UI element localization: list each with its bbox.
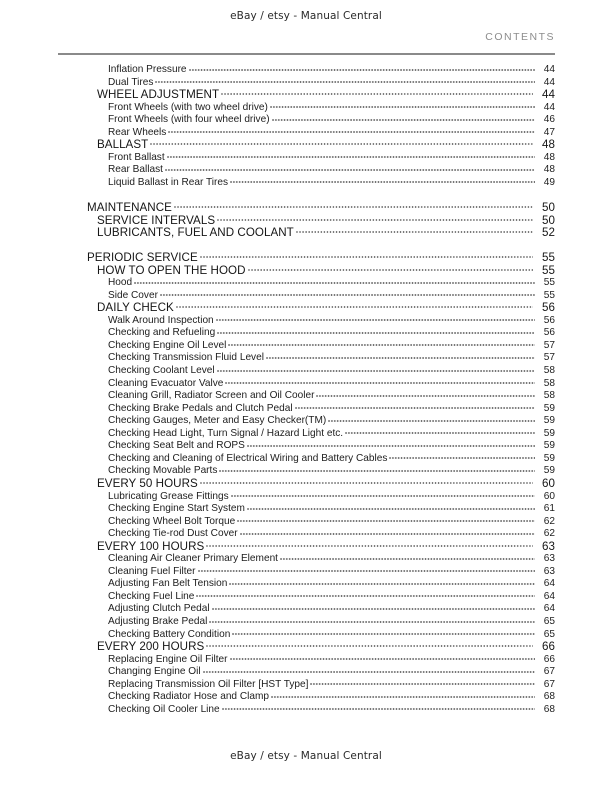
toc-entry-page-number: 52 [542, 226, 555, 240]
toc-leader-dots [219, 470, 535, 476]
toc-entry-page-number: 44 [542, 88, 555, 102]
toc-entry-title: Checking Engine Oil Level [108, 339, 227, 351]
toc-entry[interactable] [0, 127, 612, 140]
toc-entry-title: Checking Coolant Level [108, 365, 215, 377]
toc-leader-dots [206, 545, 533, 551]
toc-entry-page-number: 59 [543, 427, 555, 439]
toc-entry-page-number: 55 [542, 263, 555, 277]
toc-leader-dots [295, 407, 535, 413]
toc-entry-title: Side Cover [108, 289, 158, 301]
toc-entry[interactable] [0, 566, 612, 579]
toc-entry[interactable] [0, 139, 612, 152]
toc-leader-dots [328, 420, 535, 426]
toc-entry[interactable] [0, 603, 612, 616]
toc-entry[interactable] [0, 152, 612, 165]
toc-entry-title: PERIODIC SERVICE [87, 251, 198, 265]
toc-entry[interactable] [0, 478, 612, 491]
toc-entry[interactable] [0, 453, 612, 466]
toc-entry-title: Rear Ballast [108, 164, 163, 176]
toc-leader-dots [198, 570, 535, 576]
toc-leader-dots [248, 269, 533, 275]
toc-entry[interactable] [0, 277, 612, 290]
toc-entry-title: Adjusting Brake Pedal [108, 615, 208, 627]
toc-entry[interactable] [0, 503, 612, 516]
toc-entry-page-number: 49 [543, 176, 555, 188]
toc-entry-page-number: 65 [543, 615, 555, 627]
toc-entry[interactable] [0, 654, 612, 667]
toc-entry-title: Front Wheels (with four wheel drive) [108, 114, 270, 126]
toc-entry[interactable] [0, 252, 612, 265]
toc-entry-title: SERVICE INTERVALS [97, 213, 216, 227]
toc-entry-title: Checking Wheel Bolt Torque [108, 515, 236, 527]
toc-entry[interactable] [0, 64, 612, 77]
toc-entry[interactable] [0, 691, 612, 704]
toc-leader-dots [167, 156, 535, 162]
toc-entry-title: BALLAST [97, 138, 149, 152]
toc-entry-title: Cleaning Grill, Radiator Screen and Oil Cooler [108, 390, 315, 402]
toc-entry[interactable] [0, 365, 612, 378]
toc-entry[interactable] [0, 340, 612, 353]
toc-leader-dots [174, 206, 533, 212]
toc-leader-dots [280, 558, 535, 564]
toc-entry-title: Checking Brake Pedals and Clutch Pedal [108, 402, 293, 414]
toc-entry[interactable] [0, 227, 612, 240]
toc-entry[interactable] [0, 591, 612, 604]
toc-leader-dots [168, 131, 535, 137]
toc-entry-title: Adjusting Clutch Pedal [108, 603, 210, 615]
toc-entry[interactable] [0, 102, 612, 115]
toc-entry-title: LUBRICANTS, FUEL AND COOLANT [97, 226, 294, 240]
toc-leader-dots [221, 93, 533, 99]
toc-leader-dots [310, 683, 535, 689]
toc-entry-page-number: 60 [543, 490, 555, 502]
toc-entry-title: Checking Fuel Line [108, 590, 195, 602]
toc-leader-dots [176, 306, 533, 312]
toc-leader-dots [217, 370, 535, 376]
toc-leader-dots [231, 495, 535, 501]
toc-entry-title: Checking Battery Condition [108, 628, 231, 640]
toc-leader-dots [212, 608, 535, 614]
toc-entry-title: EVERY 200 HOURS [97, 640, 205, 654]
toc-entry-title: Changing Engine Oil [108, 666, 201, 678]
toc-entry-page-number: 68 [543, 691, 555, 703]
toc-entry-title: Walk Around Inspection [108, 314, 214, 326]
toc-entry[interactable] [0, 403, 612, 416]
toc-entry[interactable] [0, 77, 612, 90]
toc-entry-title: Cleaning Evacuator Valve [108, 377, 224, 389]
page-running-footer: eBay / etsy - Manual Central [230, 750, 382, 762]
toc-entry-title: Cleaning Fuel Filter [108, 565, 196, 577]
toc-entry-title: Liquid Ballast in Rear Tires [108, 176, 229, 188]
toc-entry[interactable] [0, 89, 612, 102]
toc-entry-title: Inflation Pressure [108, 64, 187, 75]
toc-entry-page-number: 56 [542, 301, 555, 315]
toc-entry-page-number: 59 [543, 465, 555, 477]
toc-entry[interactable] [0, 327, 612, 340]
toc-entry-page-number: 64 [543, 578, 555, 590]
toc-leader-dots [232, 633, 535, 639]
toc-entry-title: Checking and Refueling [108, 327, 216, 339]
toc-entry-title: Cleaning Air Cleaner Primary Element [108, 553, 278, 565]
toc-entry[interactable] [0, 378, 612, 391]
toc-entry-title: Checking Transmission Fluid Level [108, 352, 264, 364]
toc-entry-page-number: 48 [542, 138, 555, 152]
toc-entry-page-number: 67 [543, 666, 555, 678]
toc-leader-dots [228, 344, 535, 350]
toc-leader-dots [225, 382, 535, 388]
toc-entry-page-number: 58 [543, 365, 555, 377]
toc-entry[interactable] [0, 553, 612, 566]
toc-leader-dots [270, 106, 535, 112]
toc-entry[interactable] [0, 528, 612, 541]
toc-entry-page-number: 44 [543, 64, 555, 75]
toc-entry-page-number: 63 [542, 539, 555, 553]
toc-entry[interactable] [0, 541, 612, 554]
toc-entry-page-number: 63 [543, 553, 555, 565]
toc-leader-dots [216, 319, 535, 325]
toc-entry-page-number: 55 [542, 251, 555, 265]
toc-entry-page-number: 66 [542, 640, 555, 654]
toc-entry-page-number: 56 [543, 314, 555, 326]
toc-leader-dots [247, 445, 535, 451]
toc-entry-page-number: 55 [543, 277, 555, 289]
toc-leader-dots [296, 231, 533, 237]
toc-entry-title: Checking Tie-rod Dust Cover [108, 528, 238, 540]
toc-entry-page-number: 57 [543, 339, 555, 351]
toc-entry-page-number: 56 [543, 327, 555, 339]
toc-entry-title: Checking Engine Start System [108, 503, 245, 515]
toc-entry-page-number: 61 [543, 503, 555, 515]
toc-entry-title: Adjusting Fan Belt Tension [108, 578, 228, 590]
toc-leader-dots [196, 595, 535, 601]
toc-entry[interactable] [0, 616, 612, 629]
toc-leader-dots [217, 332, 535, 338]
toc-entry-page-number: 59 [543, 402, 555, 414]
toc-leader-dots [155, 81, 535, 87]
toc-entry[interactable] [0, 491, 612, 504]
toc-entry-page-number: 66 [543, 653, 555, 665]
toc-entry-title: Replacing Engine Oil Filter [108, 653, 228, 665]
toc-entry[interactable] [0, 415, 612, 428]
toc-entry-page-number: 50 [542, 213, 555, 227]
toc-entry-page-number: 64 [543, 590, 555, 602]
toc-leader-dots [134, 282, 535, 288]
toc-entry[interactable] [0, 114, 612, 127]
toc-leader-dots [189, 69, 535, 75]
toc-entry-title: EVERY 50 HOURS [97, 476, 198, 490]
toc-entry-title: Replacing Transmission Oil Filter [HST Type] [108, 678, 309, 690]
toc-entry-page-number: 59 [543, 415, 555, 427]
page-running-header: eBay / etsy - Manual Central [230, 10, 382, 22]
toc-leader-dots [271, 696, 535, 702]
toc-entry[interactable] [0, 516, 612, 529]
toc-entry-title: Rear Wheels [108, 126, 167, 138]
toc-entry[interactable] [0, 265, 612, 278]
toc-entry-page-number: 63 [543, 565, 555, 577]
toc-leader-dots [247, 508, 535, 514]
toc-entry-title: Checking and Cleaning of Electrical Wiring and Battery Cables [108, 452, 388, 464]
toc-leader-dots [316, 395, 535, 401]
toc-entry-page-number: 62 [543, 515, 555, 527]
toc-entry-title: Front Wheels (with two wheel drive) [108, 101, 268, 113]
toc-entry-page-number: 57 [543, 352, 555, 364]
toc-entry[interactable] [0, 666, 612, 679]
toc-entry[interactable] [0, 578, 612, 591]
toc-entry-page-number: 48 [543, 151, 555, 163]
toc-entry-page-number: 58 [543, 377, 555, 389]
toc-leader-dots [150, 143, 533, 149]
toc-entry-page-number: 44 [543, 101, 555, 113]
toc-entry-page-number: 67 [543, 678, 555, 690]
toc-entry[interactable] [0, 641, 612, 654]
toc-entry-title: HOW TO OPEN THE HOOD [97, 263, 246, 277]
toc-entry[interactable] [0, 704, 612, 717]
toc-entry-page-number: 47 [543, 126, 555, 138]
toc-leader-dots [240, 533, 535, 539]
toc-entry-page-number: 55 [543, 289, 555, 301]
toc-entry-title: Dual Tires [108, 76, 154, 88]
toc-entry-title: Lubricating Grease Fittings [108, 490, 229, 502]
toc-entry-page-number: 62 [543, 528, 555, 540]
toc-leader-dots [345, 432, 535, 438]
toc-entry[interactable] [0, 629, 612, 642]
toc-leader-dots [229, 583, 535, 589]
toc-entry-page-number: 48 [543, 164, 555, 176]
toc-entry[interactable] [0, 290, 612, 303]
toc-entry-title: MAINTENANCE [87, 200, 172, 214]
toc-entry[interactable] [0, 302, 612, 315]
toc-entry-page-number: 58 [543, 390, 555, 402]
toc-leader-dots [217, 219, 533, 225]
toc-leader-dots [206, 645, 533, 651]
toc-entry[interactable] [0, 177, 612, 190]
toc-entry-page-number: 64 [543, 603, 555, 615]
toc-entry-title: EVERY 100 HOURS [97, 539, 205, 553]
toc-entry[interactable] [0, 352, 612, 365]
toc-leader-dots [272, 119, 535, 125]
toc-entry[interactable] [0, 202, 612, 215]
toc-entry-title: Hood [108, 277, 133, 289]
toc-leader-dots [266, 357, 535, 363]
toc-entry-title: Checking Oil Cooler Line [108, 703, 220, 715]
toc-entry-page-number: 68 [543, 703, 555, 715]
toc-leader-dots [230, 658, 536, 664]
toc-leader-dots [222, 708, 535, 714]
toc-entry-page-number: 59 [543, 452, 555, 464]
toc-leader-dots [160, 294, 535, 300]
toc-entry-page-number: 46 [543, 114, 555, 126]
toc-entry[interactable] [0, 428, 612, 441]
toc-leader-dots [203, 671, 535, 677]
table-of-contents [0, 64, 612, 716]
header-divider-rule [58, 53, 555, 55]
toc-leader-dots [230, 181, 535, 187]
toc-entry-title: Checking Seat Belt and ROPS [108, 440, 245, 452]
toc-entry[interactable] [0, 315, 612, 328]
toc-leader-dots [200, 256, 533, 262]
toc-leader-dots [237, 520, 535, 526]
toc-entry-title: Checking Head Light, Turn Signal / Hazard Light etc. [108, 427, 344, 439]
toc-entry-page-number: 44 [543, 76, 555, 88]
toc-entry[interactable] [0, 390, 612, 403]
toc-entry-title: Checking Radiator Hose and Clamp [108, 691, 270, 703]
toc-leader-dots [165, 169, 535, 175]
toc-entry-title: Front Ballast [108, 151, 165, 163]
toc-entry-page-number: 59 [543, 440, 555, 452]
toc-entry[interactable] [0, 679, 612, 692]
toc-entry[interactable] [0, 440, 612, 453]
toc-entry-title: Checking Gauges, Meter and Easy Checker(TM) [108, 415, 327, 427]
toc-entry[interactable] [0, 215, 612, 228]
toc-leader-dots [389, 457, 535, 463]
toc-entry-page-number: 50 [542, 200, 555, 214]
toc-entry[interactable] [0, 465, 612, 478]
contents-section-label: CONTENTS [485, 31, 555, 43]
toc-entry-title: DAILY CHECK [97, 301, 174, 315]
toc-leader-dots [209, 621, 535, 627]
toc-entry-title: Checking Movable Parts [108, 465, 218, 477]
toc-entry[interactable] [0, 164, 612, 177]
toc-entry-title: WHEEL ADJUSTMENT [97, 88, 220, 102]
toc-entry-page-number: 60 [542, 476, 555, 490]
toc-leader-dots [200, 482, 533, 488]
toc-entry-page-number: 65 [543, 628, 555, 640]
